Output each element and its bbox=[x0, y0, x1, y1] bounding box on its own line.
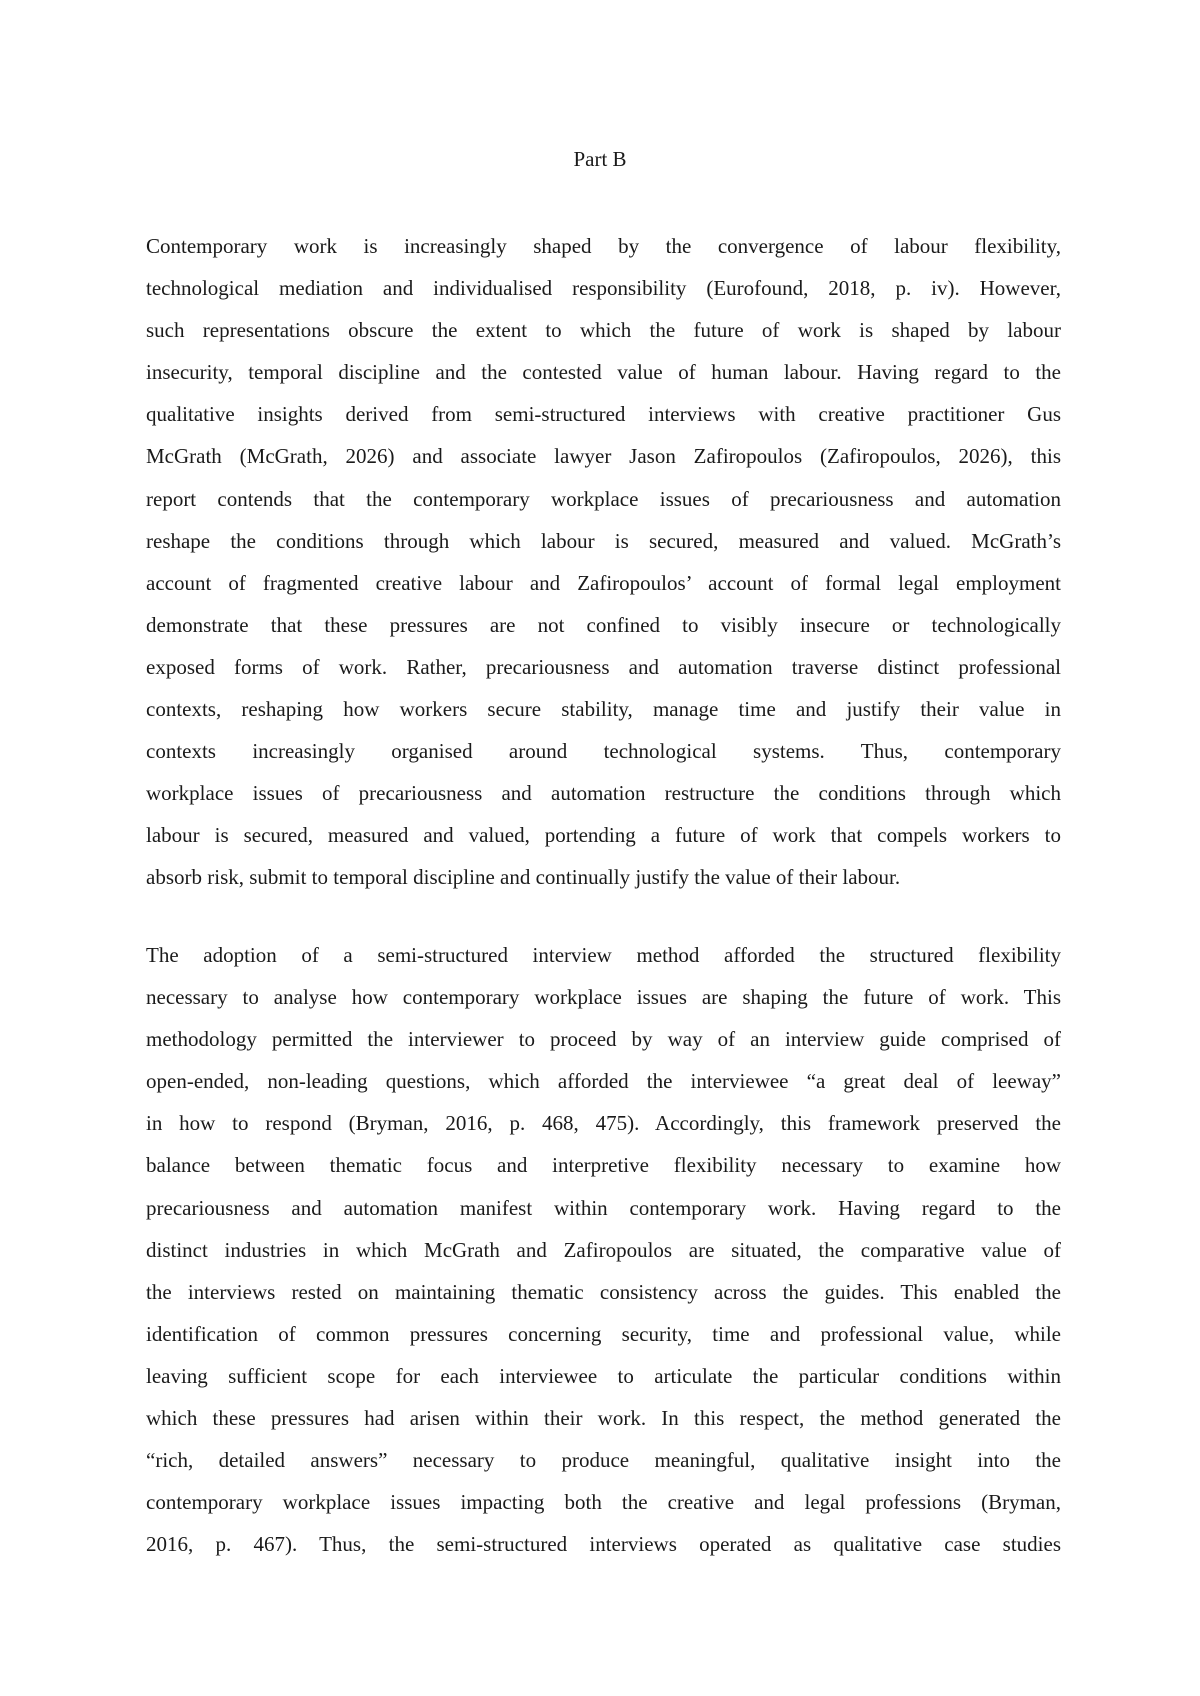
paragraph-line: 2016, p. 467). Thus, the semi-structured interviews operated as qualitative case studies bbox=[146, 1532, 1061, 1557]
paragraph-line: balance between thematic focus and interpretive flexibility necessary to examine how bbox=[146, 1153, 1061, 1178]
paragraph-line: demonstrate that these pressures are not confined to visibly insecure or technologically bbox=[146, 612, 1061, 637]
paragraph-line: report contends that the contemporary workplace issues of precariousness and automation bbox=[146, 486, 1061, 511]
paragraph-line: necessary to analyse how contemporary workplace issues are shaping the future of work. This bbox=[146, 985, 1061, 1010]
paragraph-line: account of fragmented creative labour and Zafiropoulos’ account of formal legal employment bbox=[146, 570, 1061, 595]
paragraph-line: workplace issues of precariousness and automation restructure the conditions through which bbox=[146, 781, 1061, 806]
paragraph-2 bbox=[146, 934, 1061, 1565]
paragraph-line: open-ended, non-leading questions, which afforded the interviewee “a great deal of leeway” bbox=[146, 1069, 1061, 1094]
paragraph-line: contexts increasingly organised around technological systems. Thus, contemporary bbox=[146, 739, 1061, 764]
paragraph-line: qualitative insights derived from semi-structured interviews with creative practitioner Gus bbox=[146, 402, 1061, 427]
paragraph-line: contemporary workplace issues impacting both the creative and legal professions (Bryman, bbox=[146, 1490, 1061, 1515]
paragraph-line: insecurity, temporal discipline and the contested value of human labour. Having regard to the bbox=[146, 360, 1061, 385]
paragraph-line: the interviews rested on maintaining thematic consistency across the guides. This enabled the bbox=[146, 1279, 1061, 1304]
paragraph-1 bbox=[146, 225, 1061, 899]
paragraph-line: absorb risk, submit to temporal discipline and continually justify the value of their labour. bbox=[146, 865, 901, 890]
paragraph-line: methodology permitted the interviewer to proceed by way of an interview guide comprised of bbox=[146, 1027, 1061, 1052]
paragraph-line: distinct industries in which McGrath and Zafiropoulos are situated, the comparative value of bbox=[146, 1237, 1061, 1262]
paragraph-line: leaving sufficient scope for each interviewee to articulate the particular conditions within bbox=[146, 1363, 1061, 1388]
paragraph-line: which these pressures had arisen within their work. In this respect, the method generated the bbox=[146, 1406, 1061, 1431]
paragraph-line: identification of common pressures concerning security, time and professional value, while bbox=[146, 1321, 1061, 1346]
paragraph-line: The adoption of a semi-structured interview method afforded the structured flexibility bbox=[146, 943, 1061, 967]
paragraph-line: contexts, reshaping how workers secure stability, manage time and justify their value in bbox=[146, 697, 1061, 722]
paragraph-line: Contemporary work is increasingly shaped by the convergence of labour flexibility, bbox=[146, 234, 1061, 258]
paragraph-line: reshape the conditions through which labour is secured, measured and valued. McGrath’s bbox=[146, 528, 1061, 553]
paragraph-line: exposed forms of work. Rather, precariousness and automation traverse distinct professional bbox=[146, 654, 1061, 679]
paragraph-line: labour is secured, measured and valued, portending a future of work that compels workers to bbox=[146, 823, 1061, 848]
paragraph-line: such representations obscure the extent to which the future of work is shaped by labour bbox=[146, 318, 1061, 343]
paragraph-line: McGrath (McGrath, 2026) and associate lawyer Jason Zafiropoulos (Zafiropoulos, 2026), this bbox=[146, 444, 1061, 469]
page-heading: Part B bbox=[573, 147, 627, 171]
paragraph-line: in how to respond (Bryman, 2016, p. 468, 475). Accordingly, this framework preserved the bbox=[146, 1111, 1061, 1136]
paragraph-line: precariousness and automation manifest within contemporary work. Having regard to the bbox=[146, 1195, 1061, 1220]
paragraph-line: technological mediation and individualised responsibility (Eurofound, 2018, p. iv). However, bbox=[146, 276, 1061, 301]
paragraph-line: “rich, detailed answers” necessary to produce meaningful, qualitative insight into the bbox=[146, 1448, 1061, 1473]
